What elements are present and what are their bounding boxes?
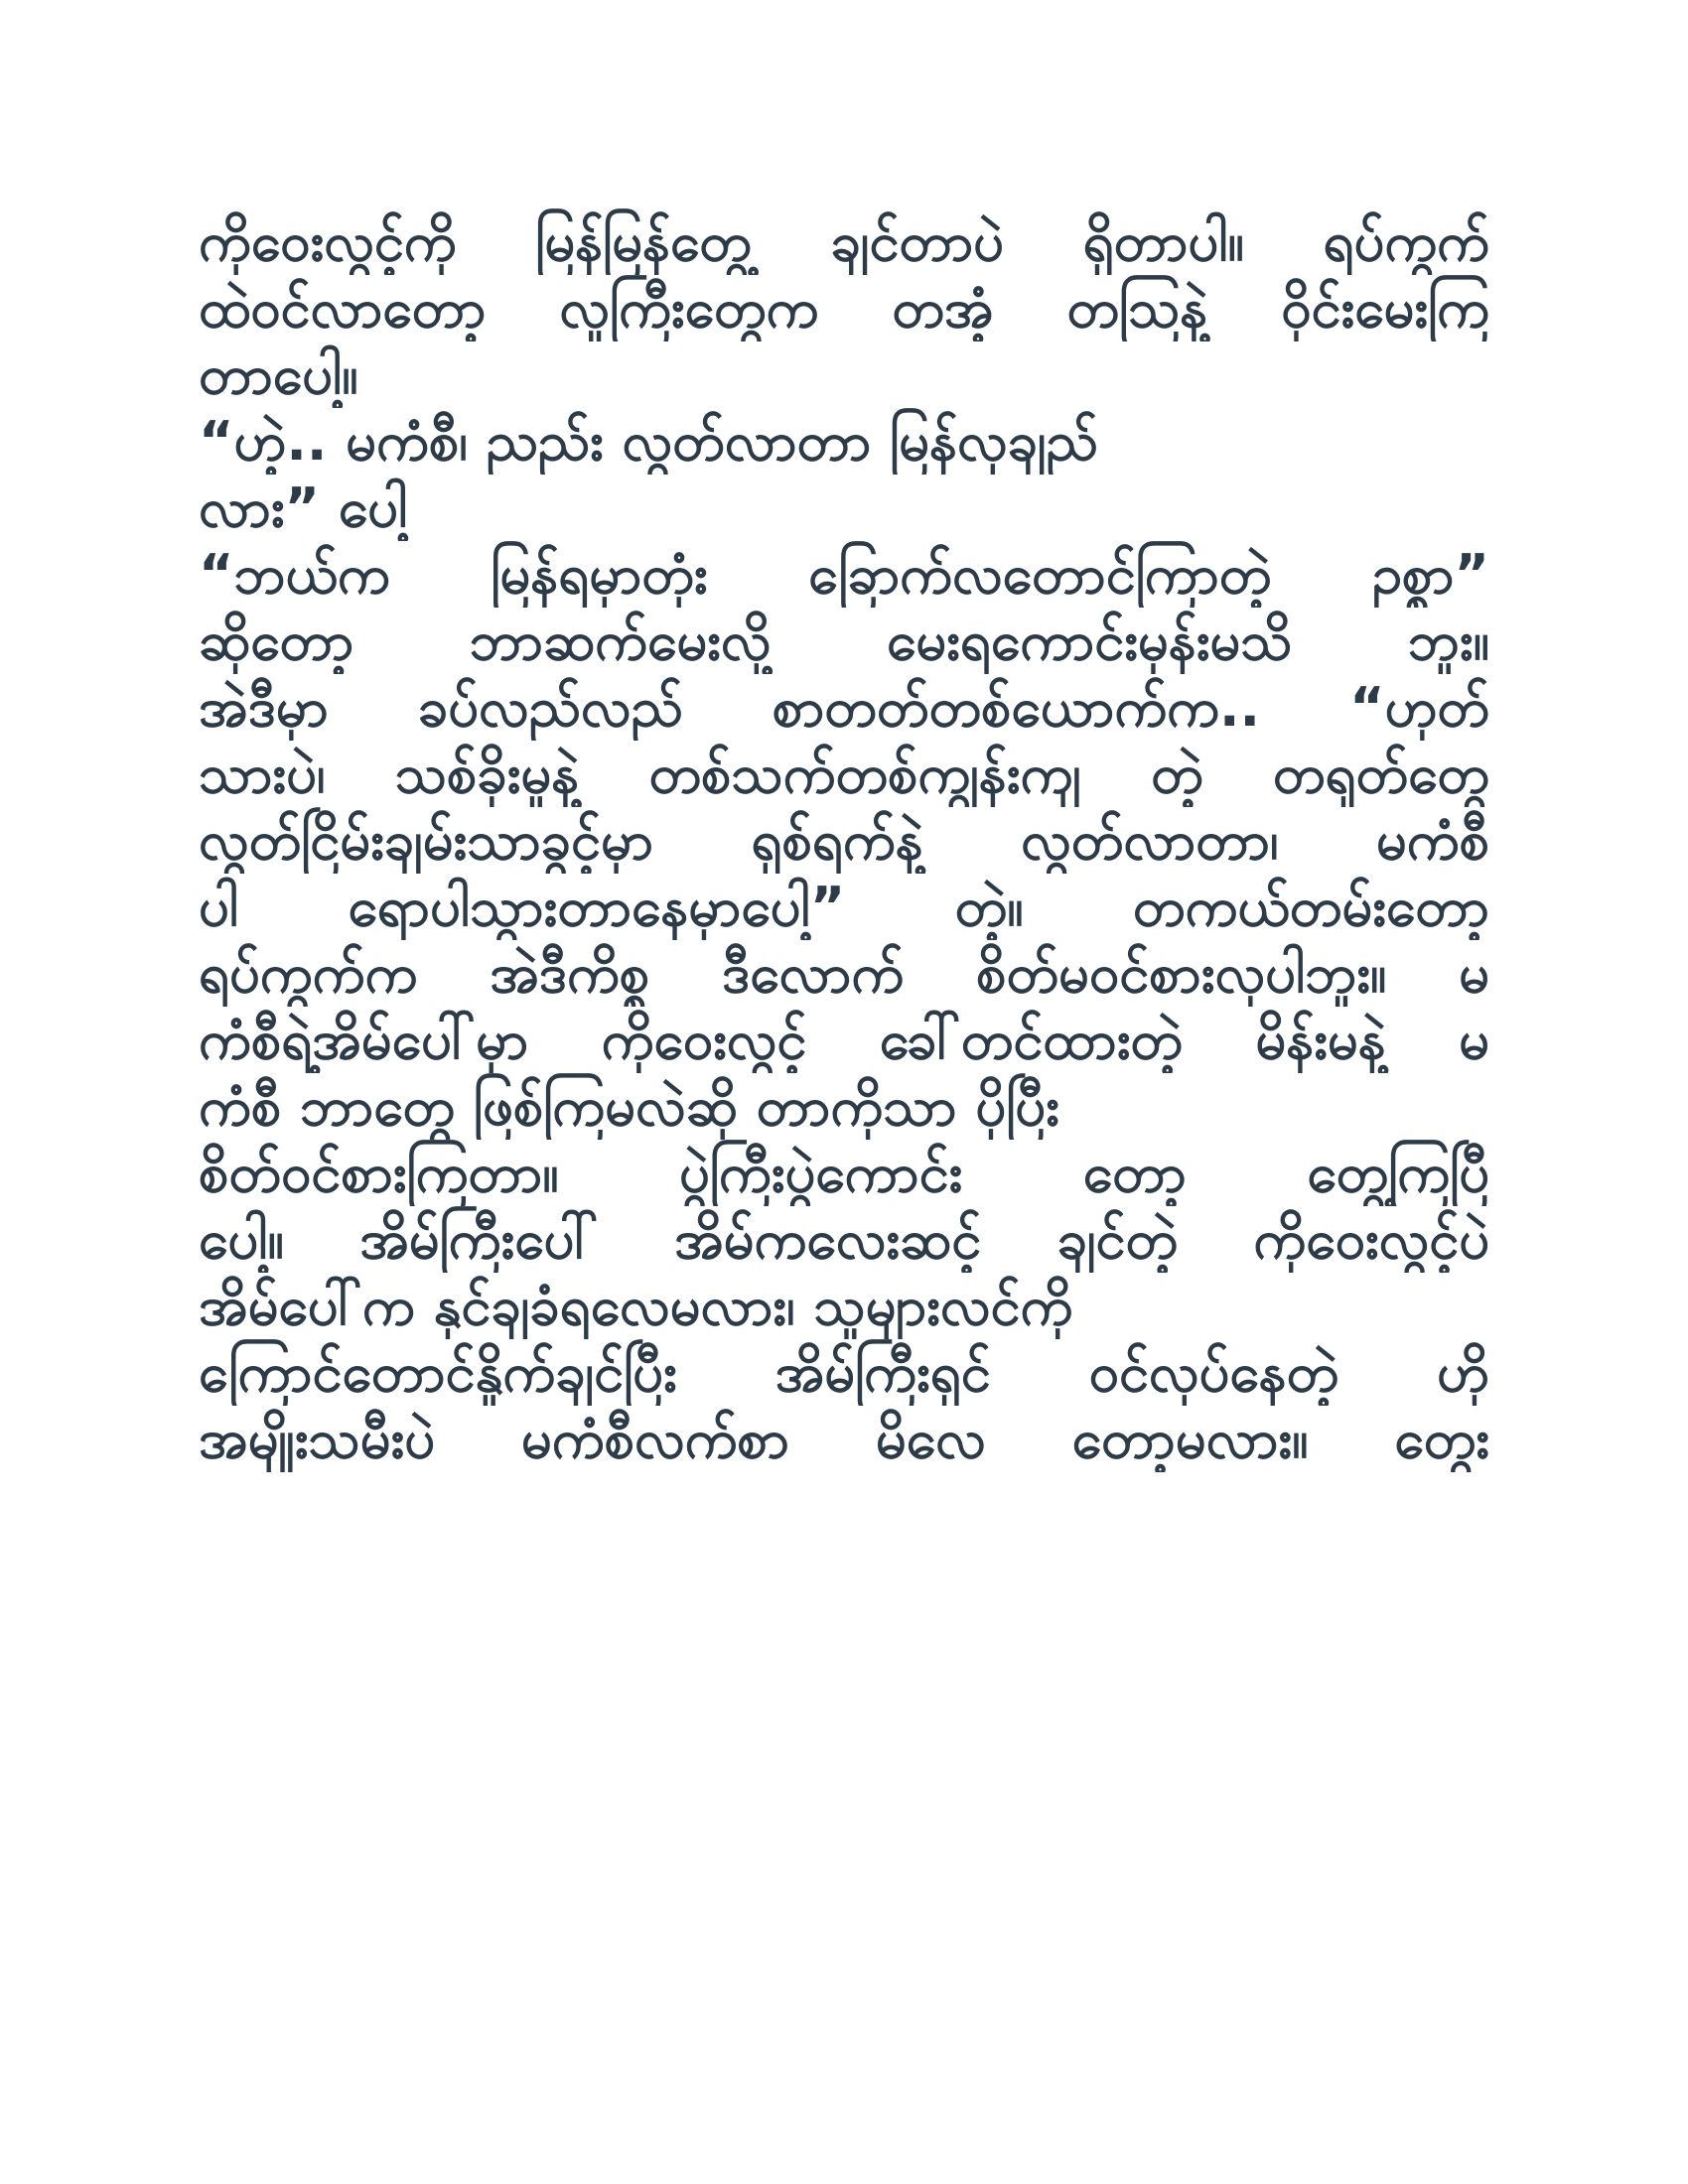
text-line: ဆိုတော့ ဘာဆက်မေးလို့ မေးရကောင်းမှန်းမသိ ဘူး။ bbox=[199, 610, 1489, 672]
text-line: “ဟဲ့.. မကံစီ၊ ညည်း လွတ်လာတာ မြန်လှချည် bbox=[199, 410, 1098, 473]
text-line: ကံစီရဲ့အိမ်ပေါ်မှာ ကိုဝေးလွင့် ခေါ်တင်ထားတဲ့ မိန်းမနဲ့ မ bbox=[199, 1009, 1489, 1071]
text-line: ကြောင်တောင်နှိုက်ချင်ပြီး အိမ်ကြီးရှင် ဝင်လုပ်နေတဲ့ ဟို bbox=[199, 1341, 1489, 1404]
text-line: ရပ်ကွက်က အဲဒီကိစ္စ ဒီလောက် စိတ်မဝင်စားလှပါဘူး။ မ bbox=[199, 942, 1489, 1005]
text-line: ကံစီ ဘာတွေ ဖြစ်ကြမလဲဆို တာကိုသာ ပိုပြီး bbox=[199, 1075, 1059, 1138]
text-line: လွတ်ငြိမ်းချမ်းသာခွင့်မှာ ရှစ်ရက်နဲ့ လွတ်လာတာ၊ မကံစီ bbox=[199, 809, 1489, 872]
body-text bbox=[199, 208, 1489, 1472]
text-line: ကိုဝေးလွင့်ကို မြန်မြန်တွေ့ ချင်တာပဲ ရှိတာပါ။ ရပ်ကွက် bbox=[199, 210, 1489, 273]
text-line: အဲဒီမှာ ခပ်လည်လည် စာတတ်တစ်ယောက်က.. “ဟုတ် bbox=[199, 676, 1489, 739]
text-line: ပါ ရောပါသွားတာနေမှာပေါ့” တဲ့။ တကယ်တမ်းတော့ bbox=[199, 876, 1489, 938]
text-line: တာပေါ့။ bbox=[199, 343, 358, 406]
text-line: အိမ်ပေါ်က နှင်ချခံရလေမလား၊ သူများလင်ကို bbox=[199, 1275, 1073, 1337]
text-line: လား” ပေါ့ bbox=[199, 477, 408, 539]
text-line: ထဲဝင်လာတော့ လူကြီးတွေက တအံ့ တသြနဲ့ ဝိုင်းမေးကြ bbox=[199, 277, 1489, 340]
text-line: ပေါ့။ အိမ်ကြီးပေါ် အိမ်ကလေးဆင့် ချင်တဲ့ ကိုဝေးလွင့်ပဲ bbox=[199, 1208, 1489, 1271]
text-line: “ဘယ်က မြန်ရမှာတုံး ခြောက်လတောင်ကြာတဲ့ ဥစ္စာ” bbox=[199, 543, 1489, 606]
text-line: သားပဲ၊ သစ်ခိုးမှုနဲ့ တစ်သက်တစ်ကျွန်းကျ တဲ့ တရုတ်တွေ bbox=[199, 743, 1489, 805]
text-line: အမျိုးသမီးပဲ မကံစီလက်စာ မိလေ တော့မလား။ တွေး bbox=[199, 1408, 1489, 1470]
text-line: စိတ်ဝင်စားကြတာ။ ပွဲကြီးပွဲကောင်း တော့ တွေ့ကြပြီ bbox=[199, 1142, 1489, 1204]
